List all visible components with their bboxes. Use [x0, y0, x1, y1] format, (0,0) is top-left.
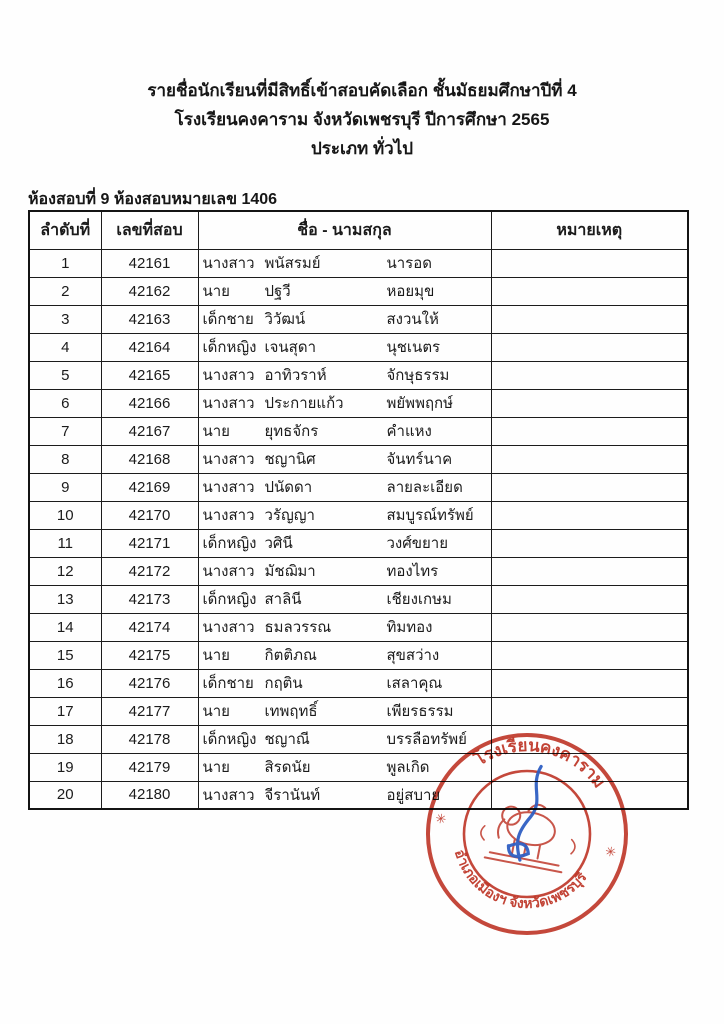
- stamp-school-name: โรงเรียนคงคาราม: [471, 735, 609, 792]
- table-row: [29, 249, 688, 277]
- student-last-name: สมบูรณ์ทรัพย์: [386, 507, 474, 524]
- cell-name: [198, 501, 491, 529]
- cell-name: [198, 697, 491, 725]
- cell-order-number: 6: [29, 389, 101, 417]
- table-row: [29, 641, 688, 669]
- table-row: [29, 277, 688, 305]
- student-table: [28, 210, 689, 810]
- cell-exam-number: 42168: [101, 445, 198, 473]
- cell-name: [198, 641, 491, 669]
- student-first-name: ยุทธจักร: [264, 423, 319, 440]
- student-last-name: อยู่สบาย: [386, 786, 441, 804]
- cell-name: [198, 277, 491, 305]
- table-row: [29, 557, 688, 585]
- cell-remark: [491, 585, 688, 613]
- name-wrap: [203, 699, 491, 723]
- name-wrap: [203, 587, 491, 611]
- name-wrap: [203, 335, 491, 359]
- cell-order-number: 14: [29, 613, 101, 641]
- student-first-name: อาทิวราห์: [264, 367, 327, 384]
- student-last-name: วงศ์ขยาย: [386, 535, 449, 552]
- student-first-name: ธมลวรรณ: [264, 619, 332, 636]
- cell-order-number: 2: [29, 277, 101, 305]
- stamp-district-text: อำเภอเมืองฯ จังหวัดเพชรบุรี: [451, 847, 590, 912]
- cell-order-number: 7: [29, 417, 101, 445]
- student-title: นางสาว: [202, 395, 255, 412]
- cell-remark: [491, 529, 688, 557]
- student-title: เด็กชาย: [202, 311, 254, 328]
- cell-remark: [491, 473, 688, 501]
- student-title: เด็กชาย: [202, 675, 254, 692]
- cell-remark: [491, 669, 688, 697]
- cell-name: [198, 333, 491, 361]
- student-last-name: ลายละเอียด: [386, 479, 463, 496]
- student-first-name: มัชฌิมา: [264, 563, 316, 580]
- student-first-name: สาลินี: [264, 591, 302, 608]
- student-table-body: [29, 249, 688, 809]
- cell-exam-number: 42171: [101, 529, 198, 557]
- cell-name: [198, 389, 491, 417]
- table-row: [29, 781, 688, 809]
- cell-remark: [491, 697, 688, 725]
- table-row: [29, 669, 688, 697]
- cell-name: [198, 361, 491, 389]
- cell-exam-number: 42169: [101, 473, 198, 501]
- student-title: นางสาว: [202, 619, 255, 636]
- student-last-name: หอยมุข: [386, 283, 435, 300]
- student-title: นางสาว: [202, 367, 255, 384]
- student-first-name: วิวัฒน์: [264, 311, 306, 328]
- table-row: [29, 613, 688, 641]
- table-row: [29, 529, 688, 557]
- student-title: นาย: [202, 759, 230, 776]
- document-title-block: [0, 76, 724, 163]
- name-wrap: [203, 783, 491, 807]
- student-last-name: จักษุธรรม: [386, 367, 450, 384]
- name-wrap: [203, 279, 491, 303]
- table-row: [29, 753, 688, 781]
- student-last-name: พยัพพฤกษ์: [386, 395, 454, 412]
- student-title: เด็กหญิง: [202, 591, 257, 608]
- table-row: [29, 445, 688, 473]
- student-last-name: สุขสว่าง: [386, 647, 440, 664]
- student-last-name: บรรลือทรัพย์: [386, 731, 467, 748]
- cell-name: [198, 249, 491, 277]
- cell-remark: [491, 333, 688, 361]
- cell-exam-number: 42175: [101, 641, 198, 669]
- student-first-name: วศินี: [264, 535, 293, 552]
- student-last-name: เชียงเกษม: [386, 591, 452, 608]
- student-first-name: ปนัดดา: [264, 479, 313, 496]
- student-last-name: พูลเกิด: [386, 759, 430, 776]
- name-wrap: [203, 251, 491, 275]
- name-wrap: [203, 363, 491, 387]
- cell-order-number: 16: [29, 669, 101, 697]
- cell-name: [198, 585, 491, 613]
- student-first-name: กฤติน: [264, 675, 303, 692]
- name-wrap: [203, 671, 491, 695]
- cell-exam-number: 42167: [101, 417, 198, 445]
- cell-exam-number: 42174: [101, 613, 198, 641]
- cell-order-number: 19: [29, 753, 101, 781]
- student-last-name: นุชเนตร: [386, 339, 441, 356]
- title-line-2: โรงเรียนคงคาราม จังหวัดเพชรบุรี ปีการศึกษา 2565: [174, 110, 550, 129]
- table-row: [29, 305, 688, 333]
- cell-exam-number: 42177: [101, 697, 198, 725]
- header-exam-number: เลขที่สอบ: [101, 211, 198, 249]
- student-last-name: จันทร์นาค: [386, 451, 453, 468]
- table-row: [29, 333, 688, 361]
- cell-name: [198, 753, 491, 781]
- cell-remark: [491, 249, 688, 277]
- student-title: นาย: [202, 647, 230, 664]
- exam-room-heading: ห้องสอบที่ 9 ห้องสอบหมายเลข 1406: [28, 191, 278, 208]
- name-wrap: [203, 475, 491, 499]
- table-row: [29, 725, 688, 753]
- cell-name: [198, 473, 491, 501]
- cell-exam-number: 42162: [101, 277, 198, 305]
- header-row: [29, 211, 688, 249]
- student-first-name: วรัญญา: [264, 507, 315, 524]
- cell-remark: [491, 501, 688, 529]
- cell-name: [198, 725, 491, 753]
- student-title: เด็กหญิง: [202, 339, 257, 356]
- table-row: [29, 501, 688, 529]
- cell-remark: [491, 305, 688, 333]
- student-title: นางสาว: [202, 479, 255, 496]
- cell-remark: [491, 361, 688, 389]
- cell-order-number: 15: [29, 641, 101, 669]
- student-title: นาย: [202, 703, 230, 720]
- student-first-name: ประกายแก้ว: [264, 395, 344, 412]
- table-row: [29, 697, 688, 725]
- svg-text:อำเภอเมืองฯ จังหวัดเพชรบุรี: [443, 845, 591, 923]
- cell-order-number: 11: [29, 529, 101, 557]
- cell-exam-number: 42173: [101, 585, 198, 613]
- cell-remark: [491, 389, 688, 417]
- cell-order-number: 3: [29, 305, 101, 333]
- name-wrap: [203, 643, 491, 667]
- student-title: เด็กหญิง: [202, 731, 257, 748]
- name-wrap: [203, 531, 491, 555]
- cell-remark: [491, 781, 688, 809]
- cell-exam-number: 42165: [101, 361, 198, 389]
- cell-order-number: 13: [29, 585, 101, 613]
- student-title: เด็กหญิง: [202, 535, 257, 552]
- cell-remark: [491, 277, 688, 305]
- name-wrap: [203, 615, 491, 639]
- student-title: นางสาว: [202, 507, 255, 524]
- stamp-star-left: ✳: [433, 810, 448, 828]
- cell-remark: [491, 613, 688, 641]
- header-remarks: หมายเหตุ: [491, 211, 688, 249]
- student-table-header: [29, 211, 688, 249]
- cell-order-number: 17: [29, 697, 101, 725]
- name-wrap: [203, 755, 491, 779]
- student-title: นาย: [202, 283, 230, 300]
- student-title: นาย: [202, 423, 230, 440]
- cell-remark: [491, 753, 688, 781]
- table-row: [29, 417, 688, 445]
- cell-order-number: 9: [29, 473, 101, 501]
- student-last-name: นารอด: [386, 255, 432, 272]
- cell-name: [198, 781, 491, 809]
- student-title: นางสาว: [202, 563, 255, 580]
- name-wrap: [203, 307, 491, 331]
- student-first-name: จีรานันท์: [264, 786, 321, 804]
- student-first-name: สิรดนัย: [264, 759, 311, 776]
- name-wrap: [203, 503, 491, 527]
- cell-order-number: 18: [29, 725, 101, 753]
- cell-order-number: 20: [29, 781, 101, 809]
- cell-order-number: 10: [29, 501, 101, 529]
- student-title: นางสาว: [202, 451, 255, 468]
- cell-exam-number: 42172: [101, 557, 198, 585]
- student-last-name: สงวนให้: [386, 311, 439, 328]
- cell-exam-number: 42164: [101, 333, 198, 361]
- cell-exam-number: 42166: [101, 389, 198, 417]
- cell-name: [198, 613, 491, 641]
- student-last-name: ทิมทอง: [386, 619, 433, 636]
- cell-order-number: 8: [29, 445, 101, 473]
- name-wrap: [203, 391, 491, 415]
- cell-exam-number: 42170: [101, 501, 198, 529]
- student-last-name: เสลาคุณ: [386, 675, 443, 692]
- name-wrap: [203, 447, 491, 471]
- cell-exam-number: 42180: [101, 781, 198, 809]
- cell-order-number: 1: [29, 249, 101, 277]
- cell-remark: [491, 641, 688, 669]
- student-title: นางสาว: [202, 255, 255, 272]
- cell-remark: [491, 445, 688, 473]
- student-first-name: ชญานิศ: [264, 451, 316, 468]
- student-first-name: ปฐวี: [264, 283, 291, 300]
- table-row: [29, 473, 688, 501]
- stamp-star-right: ✳: [603, 843, 618, 861]
- student-first-name: พนัสรมย์: [264, 255, 321, 272]
- name-wrap: [203, 419, 491, 443]
- cell-name: [198, 445, 491, 473]
- table-row: [29, 389, 688, 417]
- student-last-name: เพียรธรรม: [386, 703, 454, 720]
- cell-exam-number: 42178: [101, 725, 198, 753]
- title-line-3: ประเภท ทั่วไป: [310, 139, 414, 158]
- student-first-name: ชญาณี: [264, 731, 310, 748]
- cell-order-number: 4: [29, 333, 101, 361]
- name-wrap: [203, 559, 491, 583]
- table-row: [29, 585, 688, 613]
- table-row: [29, 361, 688, 389]
- cell-order-number: 12: [29, 557, 101, 585]
- student-title: นางสาว: [202, 786, 255, 804]
- name-wrap: [203, 727, 491, 751]
- student-first-name: เจนสุดา: [264, 339, 316, 356]
- header-order-number: ลำดับที่: [29, 211, 101, 249]
- student-first-name: เทพฤทธิ์: [264, 703, 318, 720]
- student-last-name: ทองไทร: [386, 563, 439, 580]
- cell-remark: [491, 557, 688, 585]
- cell-name: [198, 305, 491, 333]
- cell-exam-number: 42176: [101, 669, 198, 697]
- student-first-name: กิตติภณ: [264, 647, 317, 664]
- cell-order-number: 5: [29, 361, 101, 389]
- student-last-name: คำแหง: [386, 423, 432, 440]
- cell-name: [198, 669, 491, 697]
- cell-exam-number: 42179: [101, 753, 198, 781]
- cell-exam-number: 42161: [101, 249, 198, 277]
- cell-remark: [491, 725, 688, 753]
- cell-exam-number: 42163: [101, 305, 198, 333]
- title-line-1: รายชื่อนักเรียนที่มีสิทธิ์เข้าสอบคัดเลือก ชั้นมัธยมศึกษาปีที่ 4: [147, 81, 577, 100]
- cell-name: [198, 557, 491, 585]
- cell-name: [198, 417, 491, 445]
- cell-name: [198, 529, 491, 557]
- header-name-surname: ชื่อ - นามสกุล: [198, 211, 491, 249]
- cell-remark: [491, 417, 688, 445]
